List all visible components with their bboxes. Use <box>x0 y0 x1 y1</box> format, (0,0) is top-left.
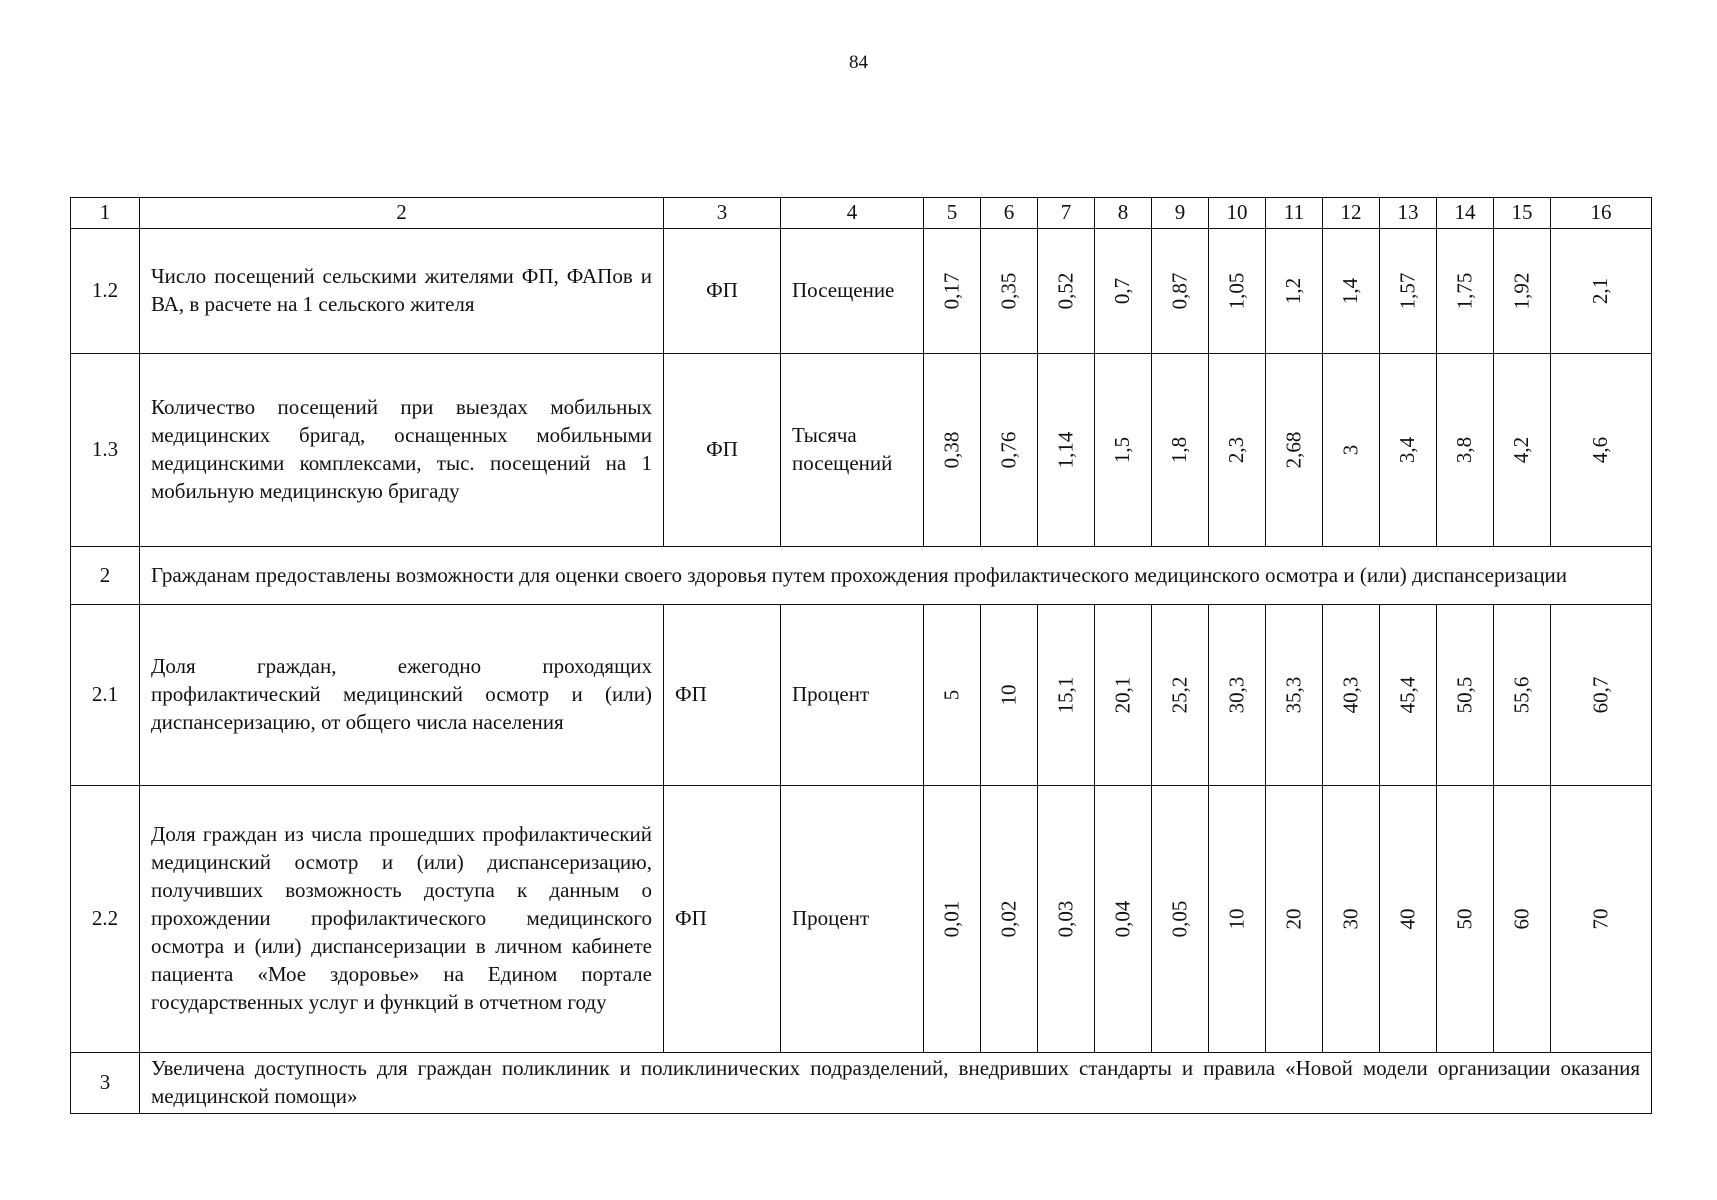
value-cell: 0,87 <box>1167 272 1192 310</box>
unit-of-measure: Посещение <box>781 229 924 354</box>
value-cell: 4,6 <box>1588 436 1613 464</box>
table-row <box>71 786 1652 1053</box>
value-cell: 35,3 <box>1281 676 1306 714</box>
value-cell: 60 <box>1509 908 1534 930</box>
section-row <box>71 1053 1652 1114</box>
value-cell: 3,8 <box>1452 436 1477 464</box>
col-number: 12 <box>1323 198 1380 229</box>
value-cell: 20 <box>1281 908 1306 930</box>
table-row <box>71 229 1652 354</box>
row-number: 2.2 <box>71 786 140 1053</box>
col-number: 15 <box>1494 198 1551 229</box>
value-cell: 50,5 <box>1452 676 1477 714</box>
value-cell: 3 <box>1338 444 1363 456</box>
indicator-name: Количество посещений при выездах мобильных медицинских бригад, оснащенных мобильными медицинскими комплексами, тыс. посещений на 1 мобильную медицинскую бригаду <box>140 354 664 547</box>
value-cell: 3,4 <box>1395 436 1420 464</box>
value-cell: 1,4 <box>1338 277 1363 305</box>
value-cell: 5 <box>939 689 964 701</box>
value-cell: 10 <box>996 684 1021 706</box>
row-number: 2.1 <box>71 605 140 786</box>
col-number: 8 <box>1095 198 1152 229</box>
section-row <box>71 547 1652 605</box>
value-cell: 10 <box>1224 908 1249 930</box>
value-cell: 1,8 <box>1167 436 1192 464</box>
col-number: 16 <box>1551 198 1652 229</box>
unit-of-measure: Процент <box>781 605 924 786</box>
indicator-type: ФП <box>664 354 781 547</box>
value-cell: 15,1 <box>1053 676 1078 714</box>
value-cell: 0,02 <box>996 900 1021 938</box>
col-number: 2 <box>140 198 664 229</box>
col-number: 6 <box>981 198 1038 229</box>
col-number: 1 <box>71 198 140 229</box>
value-cell: 30,3 <box>1224 676 1249 714</box>
value-cell: 2,3 <box>1224 436 1249 464</box>
value-cell: 0,35 <box>996 272 1021 310</box>
value-cell: 2,1 <box>1588 277 1613 305</box>
indicators-table <box>70 197 1652 1114</box>
value-cell: 0,03 <box>1053 900 1078 938</box>
col-number: 11 <box>1266 198 1323 229</box>
value-cell: 1,5 <box>1110 436 1135 464</box>
value-cell: 40,3 <box>1338 676 1363 714</box>
value-cell: 0,04 <box>1110 900 1135 938</box>
table-row <box>71 354 1652 547</box>
value-cell: 60,7 <box>1588 676 1613 714</box>
section-number: 3 <box>71 1053 140 1114</box>
col-number: 7 <box>1038 198 1095 229</box>
indicator-name: Число посещений сельскими жителями ФП, ФАПов и ВА, в расчете на 1 сельского жителя <box>140 229 664 354</box>
table-row <box>71 605 1652 786</box>
col-number: 4 <box>781 198 924 229</box>
value-cell: 1,57 <box>1395 272 1420 310</box>
indicator-type: ФП <box>664 229 781 354</box>
value-cell: 40 <box>1395 908 1420 930</box>
col-number: 9 <box>1152 198 1209 229</box>
value-cell: 0,01 <box>939 900 964 938</box>
indicator-name: Доля граждан, ежегодно проходящих профилактический медицинский осмотр и (или) диспансеризацию, от общего числа населения <box>140 605 664 786</box>
value-cell: 50 <box>1452 908 1477 930</box>
value-cell: 0,7 <box>1110 277 1135 305</box>
row-number: 1.2 <box>71 229 140 354</box>
value-cell: 0,52 <box>1053 272 1078 310</box>
value-cell: 55,6 <box>1509 676 1534 714</box>
row-number: 1.3 <box>71 354 140 547</box>
unit-of-measure: Тысяча посещений <box>781 354 924 547</box>
page-number: 84 <box>849 52 868 73</box>
section-number: 2 <box>71 547 140 605</box>
col-number: 5 <box>924 198 981 229</box>
indicator-type: ФП <box>664 605 781 786</box>
value-cell: 45,4 <box>1395 676 1420 714</box>
value-cell: 1,05 <box>1224 272 1249 310</box>
value-cell: 1,2 <box>1281 277 1306 305</box>
value-cell: 25,2 <box>1167 676 1192 714</box>
value-cell: 4,2 <box>1509 436 1534 464</box>
column-number-row <box>71 198 1652 229</box>
value-cell: 0,76 <box>996 431 1021 469</box>
value-cell: 30 <box>1338 908 1363 930</box>
col-number: 13 <box>1380 198 1437 229</box>
unit-of-measure: Процент <box>781 786 924 1053</box>
value-cell: 1,75 <box>1452 272 1477 310</box>
value-cell: 1,92 <box>1509 272 1534 310</box>
value-cell: 2,68 <box>1281 431 1306 469</box>
value-cell: 0,17 <box>939 272 964 310</box>
value-cell: 20,1 <box>1110 676 1135 714</box>
col-number: 3 <box>664 198 781 229</box>
indicator-type: ФП <box>664 786 781 1053</box>
section-title: Гражданам предоставлены возможности для оценки своего здоровья путем прохождения профилактического медицинского осмотра и (или) диспансеризации <box>140 547 1652 605</box>
value-cell: 1,14 <box>1053 431 1078 469</box>
value-cell: 0,38 <box>939 431 964 469</box>
value-cell: 70 <box>1588 908 1613 930</box>
section-title: Увеличена доступность для граждан поликлиник и поликлинических подразделений, внедривших стандарты и правила «Новой модели организации оказания медицинской помощи» <box>140 1053 1652 1114</box>
col-number: 14 <box>1437 198 1494 229</box>
col-number: 10 <box>1209 198 1266 229</box>
indicator-name: Доля граждан из числа прошедших профилактический медицинский осмотр и (или) диспансеризацию, получивших возможность доступа к данным о прохождении профилактического медицинского осмотра и (или) диспансеризации в личном кабинете пациента «Мое здоровье» на Едином портале государственных услуг и функций в отчетном году <box>140 786 664 1053</box>
value-cell: 0,05 <box>1167 900 1192 938</box>
